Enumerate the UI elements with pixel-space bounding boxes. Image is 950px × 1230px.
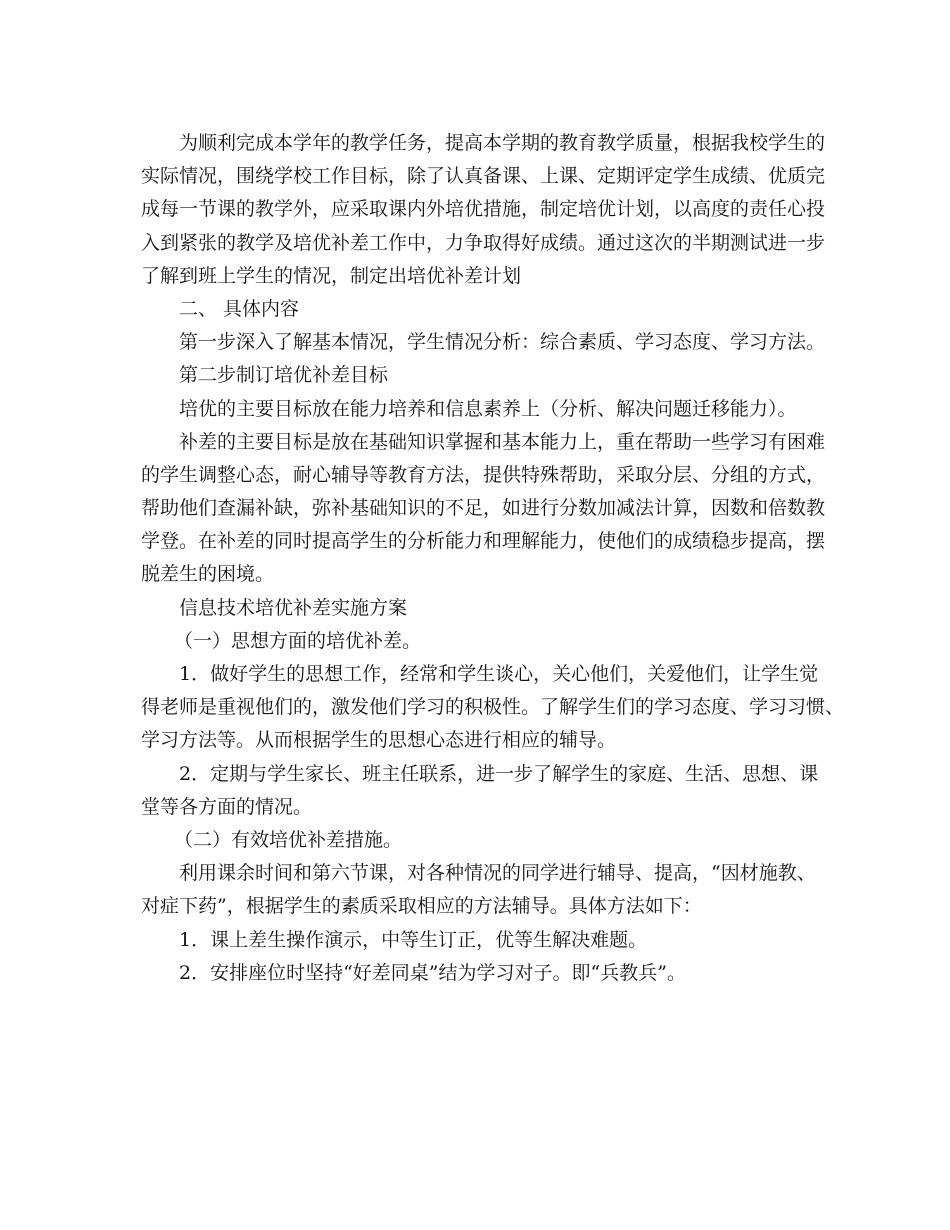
section-two-title: （二）有效培优补差措施。 [174,828,403,851]
text-line: 学登。在补差的同时提高学生的分析能力和理解能力，使他们的成绩稳步提高，摆 [141,530,826,553]
text-line: 补差的主要目标是放在基础知识掌握和基本能力上，重在帮助一些学习有困难 [179,430,826,453]
section-one-item-one [141,658,845,758]
step-one: 第一步深入了解基本情况，学生情况分析：综合素质、学习态度、学习方法。 [179,331,826,354]
text-line: 的学生调整心态，耐心辅导等教育方法，提供特殊帮助，采取分层、分组的方式， [141,463,826,486]
intro-paragraph [141,127,831,293]
excellent-goal: 培优的主要目标放在能力培养和信息素养上（分析、解决问题迁移能力）。 [179,397,797,420]
text-line: 成每一节课的教学外，应采取课内外培优措施，制定培优计划，以高度的责任心投 [141,198,826,221]
text-line: 2．定期与学生家长、班主任联系，进一步了解学生的家庭、生活、思想、课 [179,762,819,785]
section-one-title: （一）思想方面的培优补差。 [174,629,422,652]
text-line: 堂等各方面的情况。 [141,795,313,818]
text-line: 1．做好学生的思想工作，经常和学生谈心，关心他们，关爱他们，让学生觉 [179,663,819,685]
text-line: 对症下药”，根据学生的素质采取相应的方法辅导。具体方法如下： [141,895,702,918]
text-line: 学习方法等。从而根据学生的思想心态进行相应的辅导。 [141,729,617,752]
plan-title: 信息技术培优补差实施方案 [179,596,408,619]
section-two-item-one: 1．课上差生操作演示，中等生订正，优等生解决难题。 [179,928,648,951]
step-two: 第二步制订培优补差目标 [179,364,389,387]
text-line: 脱差生的困境。 [141,563,275,586]
document-body [141,127,845,990]
section-two-intro [141,857,831,923]
section-heading-content: 二、 具体内容 [179,297,300,320]
section-two-item-two: 2．安排座位时坚持“好差同桌”结为学习对子。即“兵教兵”。 [179,961,686,984]
remedial-goal-paragraph [141,426,831,592]
text-line: 为顺利完成本学年的教学任务，提高本学期的教育教学质量，根据我校学生的 [179,132,826,154]
text-line: 帮助他们查漏补缺，弥补基础知识的不足，如进行分数加减法计算，因数和倍数教 [141,497,826,520]
text-line: 得老师是重视他们的，激发他们学习的积极性。了解学生们的学习态度、学习习惯、 [141,696,845,719]
text-line: 实际情况，围绕学校工作目标，除了认真备课、上课、定期评定学生成绩、优质完 [141,165,826,188]
text-line: 利用课余时间和第六节课，对各种情况的同学进行辅导、提高，“因材施教、 [179,862,816,885]
section-one-item-two [141,758,831,824]
text-line: 入到紧张的教学及培优补差工作中，力争取得好成绩。通过这次的半期测试进一步 [141,231,826,254]
text-line: 了解到班上学生的情况，制定出培优补差计划 [141,264,522,287]
